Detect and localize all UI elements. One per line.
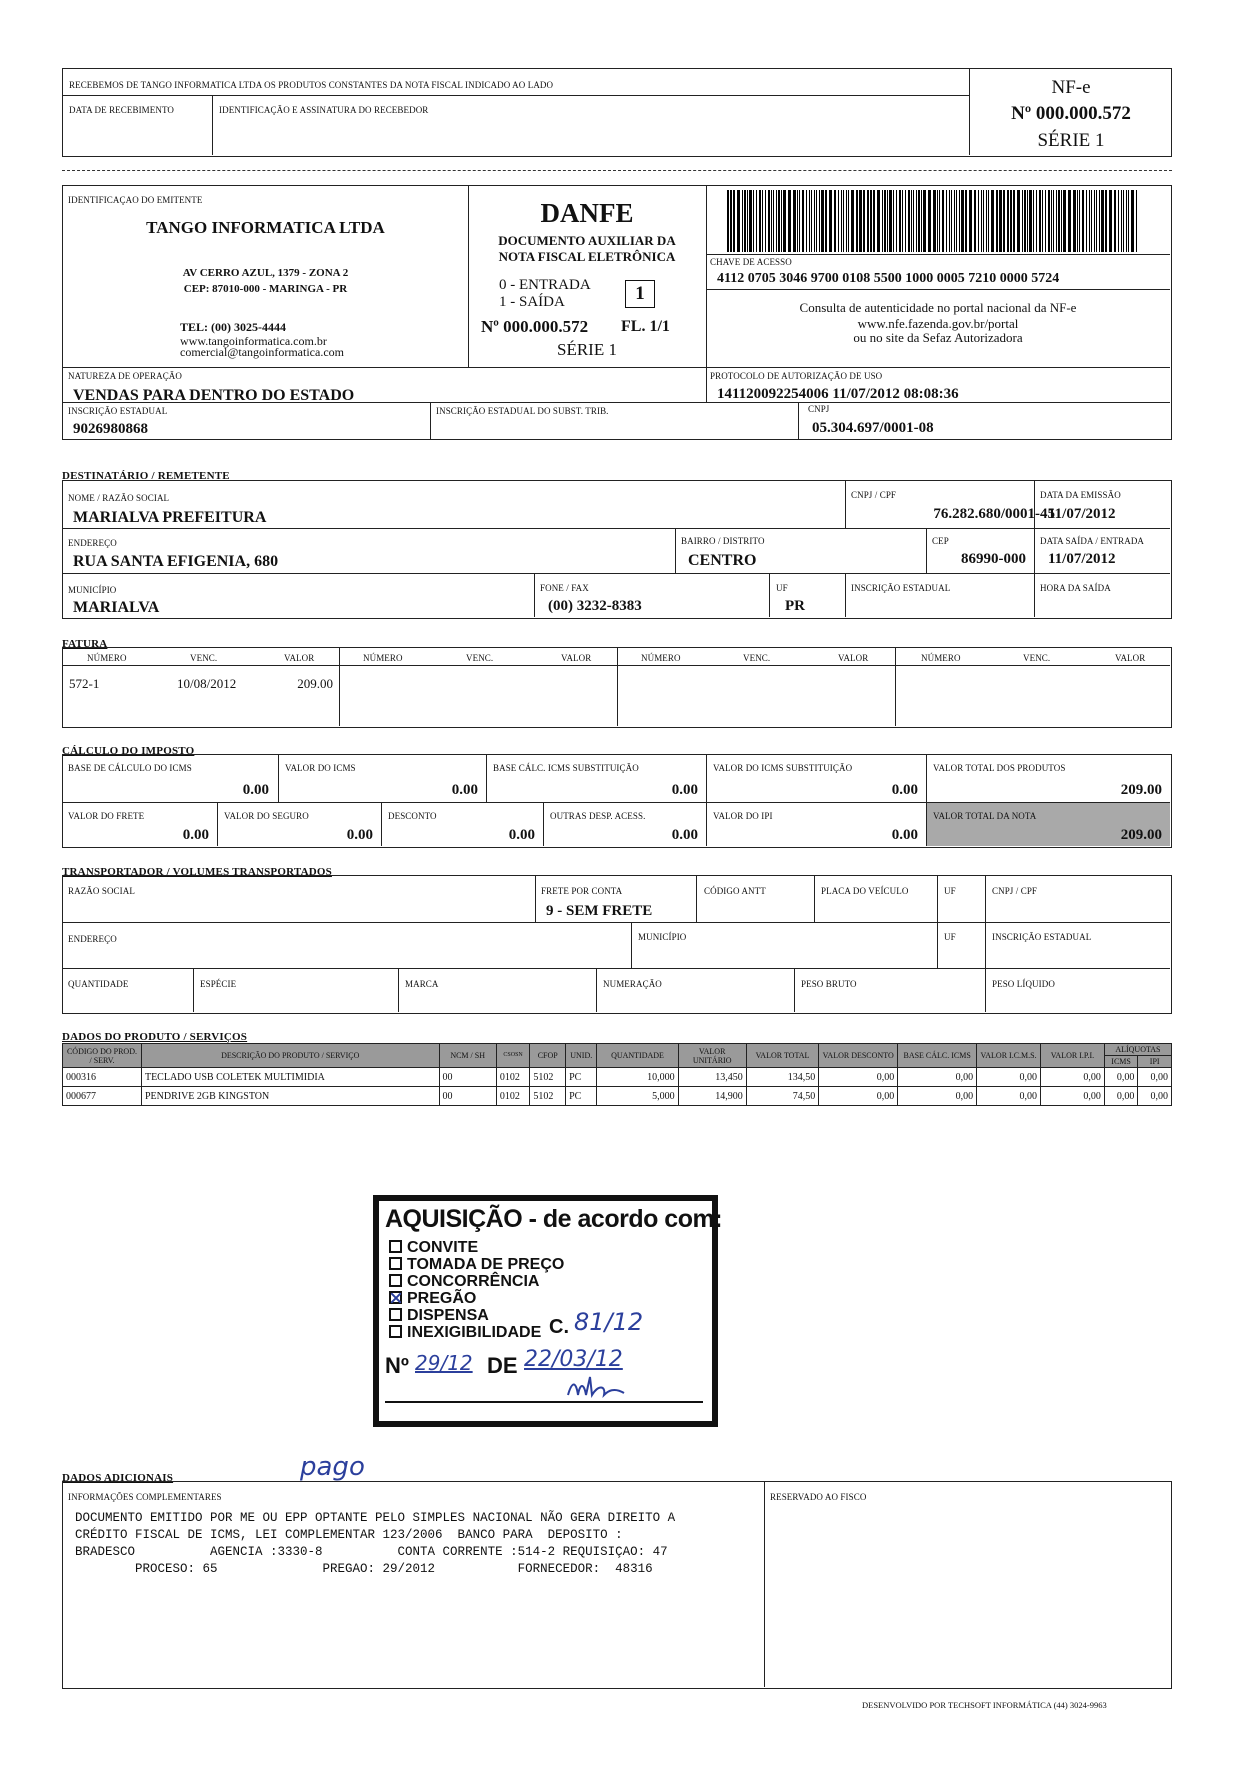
- recipient-cep-label: CEP: [932, 536, 949, 546]
- danfe-number: Nº 000.000.572: [481, 317, 589, 336]
- table-cell: 0,00: [1040, 1087, 1104, 1106]
- other-expenses-label: OUTRAS DESP. ACESS.: [550, 811, 646, 821]
- invoice-h-number-3: NÚMERO: [641, 653, 681, 663]
- checkbox-icon: [389, 1240, 402, 1253]
- products-section-title: DADOS DO PRODUTO / SERVIÇOS: [62, 1031, 248, 1043]
- stamp-option: [389, 1290, 476, 1308]
- col-cfop: CFOP: [530, 1044, 566, 1068]
- carrier-block: [62, 875, 1172, 1014]
- other-expenses-value: 0.00: [671, 827, 698, 843]
- recipient-district: CENTRO: [688, 552, 757, 569]
- table-cell: 5,000: [597, 1087, 678, 1106]
- issuer-ie-st-label: INSCRIÇÃO ESTADUAL DO SUBST. TRIB.: [436, 406, 609, 416]
- brand-label: MARCA: [405, 979, 439, 989]
- recipient-cep: 86990-000: [961, 551, 1026, 567]
- additional-info-label: INFORMAÇÕES COMPLEMENTARES: [68, 1492, 222, 1502]
- total-products: 209.00: [1120, 782, 1162, 798]
- tax-block: [62, 754, 1172, 848]
- carrier-city-label: MUNICÍPIO: [638, 932, 687, 942]
- carrier-section-title: TRANSPORTADOR / VOLUMES TRANSPORTADOS: [62, 866, 332, 878]
- total-products-label: VALOR TOTAL DOS PRODUTOS: [933, 763, 1066, 773]
- recipient-city-label: MUNICÍPIO: [68, 585, 117, 595]
- additional-info-text: [75, 1510, 675, 1578]
- table-cell: 0,00: [1104, 1087, 1138, 1106]
- invoice-due-date: 10/08/2012: [177, 676, 237, 691]
- stamp-option: [389, 1307, 489, 1325]
- table-cell: TECLADO USB COLETEK MULTIMIDIA: [141, 1068, 439, 1087]
- reserved-fisco-label: RESERVADO AO FISCO: [770, 1492, 867, 1502]
- recipient-block: [62, 480, 1172, 619]
- total-note-label: VALOR TOTAL DA NOTA: [933, 811, 1037, 821]
- col-quantity: QUANTIDADE: [597, 1044, 678, 1068]
- stamp-de-label: DE: [487, 1353, 518, 1378]
- danfe-entrada: 0 - ENTRADA: [499, 277, 591, 293]
- receipt-signature-label: IDENTIFICAÇÃO E ASSINATURA DO RECEBEDOR: [219, 105, 429, 115]
- col-rates: ALÍQUOTAS: [1104, 1044, 1171, 1056]
- exit-date-label: DATA SAÍDA / ENTRADA: [1040, 536, 1145, 546]
- table-cell: 00: [439, 1068, 496, 1087]
- carrier-address-label: ENDEREÇO: [68, 934, 117, 944]
- gross-weight-label: PESO BRUTO: [801, 979, 857, 989]
- recipient-district-label: BAIRRO / DISTRITO: [681, 536, 765, 546]
- icms-st-base-label: BASE CÁLC. ICMS SUBSTITUIÇÃO: [493, 763, 639, 773]
- operation-nature-label: NATUREZA DE OPERAÇÃO: [68, 371, 183, 381]
- recipient-phone-label: FONE / FAX: [540, 583, 589, 593]
- stamp-option-label: CONCORRÊNCIA: [407, 1273, 540, 1290]
- stamp-n-label: Nº: [385, 1353, 409, 1378]
- col-csosn: CSOSN: [496, 1044, 530, 1068]
- col-total-value: VALOR TOTAL: [746, 1044, 818, 1068]
- stamp-option-label: DISPENSA: [407, 1307, 489, 1324]
- recipient-uf: PR: [785, 598, 805, 614]
- table-cell: 0,00: [1138, 1068, 1172, 1087]
- table-cell: 13,450: [678, 1068, 746, 1087]
- table-cell: 134,50: [746, 1068, 818, 1087]
- danfe-subtitle-2: NOTA FISCAL ELETRÔNICA: [498, 249, 676, 264]
- net-weight-label: PESO LÍQUIDO: [992, 979, 1055, 989]
- authenticity-line-2: www.nfe.fazenda.gov.br/portal: [857, 316, 1019, 331]
- stamp-n-value: 29/12: [415, 1351, 473, 1375]
- col-rate-ipi: IPI: [1138, 1056, 1172, 1068]
- issuer-cnpj: 05.304.697/0001-08: [812, 420, 934, 436]
- table-cell: 0,00: [977, 1068, 1041, 1087]
- icms-st-value-label: VALOR DO ICMS SUBSTITUIÇÃO: [713, 763, 853, 773]
- barcode: [727, 190, 1137, 252]
- col-icms-value: VALOR I.C.M.S.: [977, 1044, 1041, 1068]
- invoice-h-due-1: VENC.: [190, 653, 218, 663]
- carrier-ie-label: INSCRIÇÃO ESTADUAL: [992, 932, 1092, 942]
- emission-date-label: DATA DA EMISSÃO: [1040, 490, 1121, 500]
- stamp-de-value: 22/03/12: [524, 1347, 623, 1372]
- carrier-name-label: RAZÃO SOCIAL: [68, 886, 135, 896]
- invoice-h-due-4: VENC.: [1023, 653, 1051, 663]
- info-line: BRADESCO AGENCIA :3330-8 CONTA CORRENTE :514-2 REQUISIÇAO: 47: [75, 1545, 668, 1559]
- issuer-website: www.tangoinformatica.com.br: [180, 334, 327, 348]
- stamp-option: [389, 1324, 541, 1342]
- species-label: ESPÉCIE: [200, 979, 237, 989]
- discount-label: DESCONTO: [388, 811, 437, 821]
- issuer-ie: 9026980868: [73, 421, 148, 437]
- invoice-h-value-1: VALOR: [284, 653, 315, 663]
- recipient-address-label: ENDEREÇO: [68, 538, 117, 548]
- emission-date: 11/07/2012: [1048, 506, 1116, 522]
- exit-time-label: HORA DA SAÍDA: [1040, 583, 1111, 593]
- stamp-option: [389, 1256, 564, 1274]
- invoice-section-title: FATURA: [62, 638, 108, 650]
- icms-st-base: 0.00: [671, 782, 698, 798]
- invoice-h-number-4: NÚMERO: [921, 653, 961, 663]
- stamp-option-label: INEXIGIBILIDADE: [407, 1324, 542, 1341]
- table-cell: 0,00: [819, 1068, 898, 1087]
- stamp-option-label: TOMADA DE PREÇO: [407, 1256, 565, 1273]
- receipt-stub: [62, 68, 1172, 157]
- invoice-h-due-2: VENC.: [466, 653, 494, 663]
- insurance-value: 0.00: [346, 827, 373, 843]
- antt-code-label: CÓDIGO ANTT: [704, 886, 766, 896]
- col-description: DESCRIÇÃO DO PRODUTO / SERVIÇO: [141, 1044, 439, 1068]
- danfe-type-box: 1: [625, 280, 655, 308]
- checkbox-icon: [389, 1308, 402, 1321]
- invoice-h-value-4: VALOR: [1115, 653, 1146, 663]
- recipient-name: MARIALVA PREFEITURA: [73, 509, 267, 526]
- authenticity-line-1: Consulta de autenticidade no portal nacional da NF-e: [799, 300, 1077, 315]
- table-cell: 0,00: [977, 1087, 1041, 1106]
- invoice-h-value-2: VALOR: [561, 653, 592, 663]
- table-cell: 74,50: [746, 1087, 818, 1106]
- table-cell: 000677: [63, 1087, 142, 1106]
- issuer-block: [62, 185, 1172, 440]
- table-cell: 0,00: [1040, 1068, 1104, 1087]
- products-header-row: [63, 1044, 1172, 1056]
- recipient-ie-label: INSCRIÇÃO ESTADUAL: [851, 583, 951, 593]
- invoice-number: 572-1: [69, 676, 100, 691]
- icms-base-label: BASE DE CÁLCULO DO ICMS: [68, 763, 192, 773]
- table-cell: 0102: [496, 1068, 530, 1087]
- danfe-subtitle-1: DOCUMENTO AUXILIAR DA: [498, 233, 676, 248]
- icms-base: 0.00: [242, 782, 269, 798]
- table-cell: 0,00: [1104, 1068, 1138, 1087]
- authorization-protocol-label: PROTOCOLO DE AUTORIZAÇÃO DE USO: [710, 371, 883, 381]
- authorization-protocol: 141120092254006 11/07/2012 08:08:36: [717, 386, 959, 402]
- table-cell: 0102: [496, 1087, 530, 1106]
- products-table: [62, 1043, 1172, 1106]
- table-cell: 0,00: [898, 1068, 977, 1087]
- total-note-value: 209.00: [1120, 827, 1162, 843]
- issuer-name: TANGO INFORMATICA LTDA: [146, 218, 385, 237]
- icms-st-value: 0.00: [891, 782, 918, 798]
- recipient-name-label: NOME / RAZÃO SOCIAL: [68, 493, 170, 503]
- checked-box-icon: [389, 1291, 402, 1304]
- danfe-series: SÉRIE 1: [557, 340, 617, 359]
- table-cell: 0,00: [819, 1087, 898, 1106]
- stamp-option: [389, 1273, 539, 1291]
- freight-payer-label: FRETE POR CONTA: [541, 886, 623, 896]
- stamp-option-label: PREGÃO: [407, 1290, 477, 1307]
- access-key-label: CHAVE DE ACESSO: [710, 257, 792, 267]
- recipient-cnpj: 76.282.680/0001-45: [933, 506, 1055, 522]
- numbering-label: NUMERAÇÃO: [603, 979, 662, 989]
- carrier-uf2-label: UF: [944, 932, 956, 942]
- issuer-email: comercial@tangoinformatica.com: [180, 345, 344, 359]
- col-rate-icms: ICMS: [1104, 1056, 1138, 1068]
- table-cell: 00: [439, 1087, 496, 1106]
- col-ipi-value: VALOR I.P.I.: [1040, 1044, 1104, 1068]
- stamp-c-label: C.: [549, 1316, 569, 1338]
- carrier-cnpj-label: CNPJ / CPF: [992, 886, 1038, 896]
- recipient-city: MARIALVA: [73, 599, 160, 616]
- danfe-sheet: FL. 1/1: [621, 318, 670, 335]
- stamp-option: [389, 1239, 478, 1257]
- table-cell: 5102: [530, 1068, 566, 1087]
- table-cell: 0,00: [1138, 1087, 1172, 1106]
- vehicle-plate-label: PLACA DO VEÍCULO: [821, 886, 909, 896]
- tax-section-title: CÁLCULO DO IMPOSTO: [62, 745, 195, 757]
- freight-payer: 9 - SEM FRETE: [546, 903, 653, 919]
- recipient-section-title: DESTINATÁRIO / REMETENTE: [62, 470, 230, 482]
- table-cell: 000316: [63, 1068, 142, 1087]
- col-discount: VALOR DESCONTO: [819, 1044, 898, 1068]
- quantity-label: QUANTIDADE: [68, 979, 129, 989]
- ipi-value-label: VALOR DO IPI: [713, 811, 773, 821]
- issuer-ie-label: INSCRIÇÃO ESTADUAL: [68, 406, 168, 416]
- stamp-signature: [564, 1373, 634, 1403]
- freight-label: VALOR DO FRETE: [68, 811, 145, 821]
- insurance-label: VALOR DO SEGURO: [224, 811, 309, 821]
- checkbox-icon: [389, 1325, 402, 1338]
- stamp-c-value: 81/12: [574, 1308, 644, 1336]
- table-cell: 5102: [530, 1087, 566, 1106]
- col-unit: UNID.: [566, 1044, 597, 1068]
- invoice-h-value-3: VALOR: [838, 653, 869, 663]
- stub-nfe-series: SÉRIE 1: [1037, 130, 1105, 151]
- discount-value: 0.00: [508, 827, 535, 843]
- checkbox-icon: [389, 1257, 402, 1270]
- issuer-phone: TEL: (00) 3025-4444: [180, 320, 286, 334]
- table-cell: PC: [566, 1087, 597, 1106]
- table-cell: 14,900: [678, 1087, 746, 1106]
- checkbox-icon: [389, 1274, 402, 1287]
- icms-value-label: VALOR DO ICMS: [285, 763, 356, 773]
- col-code: CÓDIGO DO PROD. / SERV.: [63, 1044, 142, 1068]
- invoice-block: [62, 647, 1172, 728]
- acquisition-stamp: [373, 1195, 723, 1427]
- receipt-date-label: DATA DE RECEBIMENTO: [69, 105, 175, 115]
- invoice-h-number-2: NÚMERO: [363, 653, 403, 663]
- table-cell: PC: [566, 1068, 597, 1087]
- danfe-saida: 1 - SAÍDA: [499, 294, 565, 310]
- ipi-value: 0.00: [891, 827, 918, 843]
- additional-section-title: DADOS ADICIONAIS: [62, 1472, 174, 1484]
- access-key-value: 4112 0705 3046 9700 0108 5500 1000 0005 7210 0000 5724: [717, 271, 1060, 286]
- stamp-option-label: CONVITE: [407, 1239, 479, 1256]
- recipient-uf-label: UF: [776, 583, 788, 593]
- table-cell: PENDRIVE 2GB KINGSTON: [141, 1087, 439, 1106]
- operation-nature: VENDAS PARA DENTRO DO ESTADO: [73, 387, 355, 404]
- stamp-title: AQUISIÇÃO - de acordo com:: [385, 1205, 723, 1233]
- col-icms-base: BASE CÁLC. ICMS: [898, 1044, 977, 1068]
- col-unit-value: VALOR UNITÁRIO: [678, 1044, 746, 1068]
- recipient-cnpj-label: CNPJ / CPF: [851, 490, 897, 500]
- invoice-h-due-3: VENC.: [743, 653, 771, 663]
- col-ncm: NCM / SH: [439, 1044, 496, 1068]
- table-row: [63, 1068, 1172, 1087]
- receipt-text: RECEBEMOS DE TANGO INFORMATICA LTDA OS PRODUTOS CONSTANTES DA NOTA FISCAL INDICADO AO LADO: [69, 80, 554, 90]
- additional-block: [62, 1481, 1172, 1689]
- icms-value: 0.00: [451, 782, 478, 798]
- issuer-label: IDENTIFICAÇAO DO EMITENTE: [68, 195, 203, 205]
- info-line: PROCESO: 65 PREGAO: 29/2012 FORNECEDOR: 48316: [75, 1562, 653, 1576]
- authenticity-line-3: ou no site da Sefaz Autorizadora: [853, 332, 1023, 342]
- issuer-address: AV CERRO AZUL, 1379 - ZONA 2: [182, 267, 349, 279]
- issuer-cnpj-label: CNPJ: [808, 404, 830, 414]
- info-line: DOCUMENTO EMITIDO POR ME OU EPP OPTANTE PELO SIMPLES NACIONAL NÃO GERA DIREITO A: [75, 1511, 676, 1525]
- stub-nfe-label: NF-e: [1051, 77, 1091, 98]
- carrier-uf-label: UF: [944, 886, 956, 896]
- freight-value: 0.00: [182, 827, 209, 843]
- handwritten-note: pago: [300, 1452, 365, 1482]
- invoice-value: 209.00: [297, 676, 333, 691]
- stub-nfe-number: Nº 000.000.572: [1011, 103, 1131, 124]
- table-row: [63, 1087, 1172, 1106]
- table-cell: 10,000: [597, 1068, 678, 1087]
- exit-date: 11/07/2012: [1048, 551, 1116, 567]
- recipient-address: RUA SANTA EFIGENIA, 680: [73, 553, 279, 570]
- info-line: CRÉDITO FISCAL DE ICMS, LEI COMPLEMENTAR 123/2006 BANCO PARA DEPOSITO :: [75, 1528, 623, 1542]
- danfe-title: DANFE: [540, 198, 634, 228]
- footer-developer: DESENVOLVIDO POR TECHSOFT INFORMÁTICA (44) 3024-9963: [862, 1700, 1107, 1710]
- table-cell: 0,00: [898, 1087, 977, 1106]
- recipient-phone: (00) 3232-8383: [548, 598, 642, 614]
- issuer-cep: CEP: 87010-000 - MARINGA - PR: [183, 283, 348, 295]
- invoice-h-number-1: NÚMERO: [87, 653, 127, 663]
